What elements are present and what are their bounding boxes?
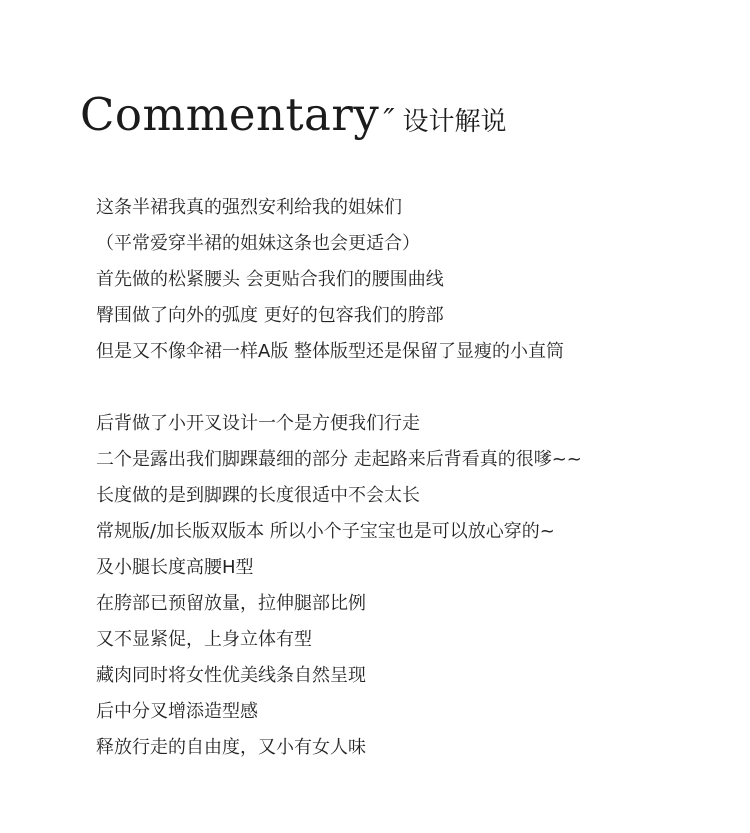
commentary-line: 首先做的松紧腰头 会更贴合我们的腰围曲线 [96,269,444,290]
paragraph-gap [96,370,582,406]
page-header [80,88,507,141]
commentary-line: 及小腿长度高腰H型 [96,557,254,578]
commentary-line: （平常爱穿半裙的姐妹这条也会更适合） [96,233,420,254]
commentary-line: 常规版/加长版双版本 所以小个子宝宝也是可以放心穿的~ [96,521,555,542]
title-chinese: 设计解说 [402,107,507,137]
commentary-body [96,190,582,766]
commentary-line: 后中分叉增添造型感 [96,701,258,722]
commentary-line: 臀围做了向外的弧度 更好的包容我们的胯部 [96,305,444,326]
title-english: Commentary [80,88,380,141]
commentary-line: 释放行走的自由度，又小有女人味 [96,737,366,758]
commentary-line: 但是又不像伞裙一样A版 整体版型还是保留了显瘦的小直筒 [96,341,565,362]
title-quote-mark: ″ [383,103,395,138]
commentary-line: 藏肉同时将女性优美线条自然呈现 [96,665,366,686]
commentary-line: 二个是露出我们脚踝蕞细的部分 走起路来后背看真的很嗲~~ [96,449,582,470]
commentary-line: 又不显紧促，上身立体有型 [96,629,312,650]
commentary-line: 后背做了小开叉设计一个是方便我们行走 [96,413,420,434]
commentary-line: 这条半裙我真的强烈安利给我的姐妹们 [96,197,402,218]
commentary-line: 在胯部已预留放量，拉伸腿部比例 [96,593,366,614]
commentary-line: 长度做的是到脚踝的长度很适中不会太长 [96,485,420,506]
